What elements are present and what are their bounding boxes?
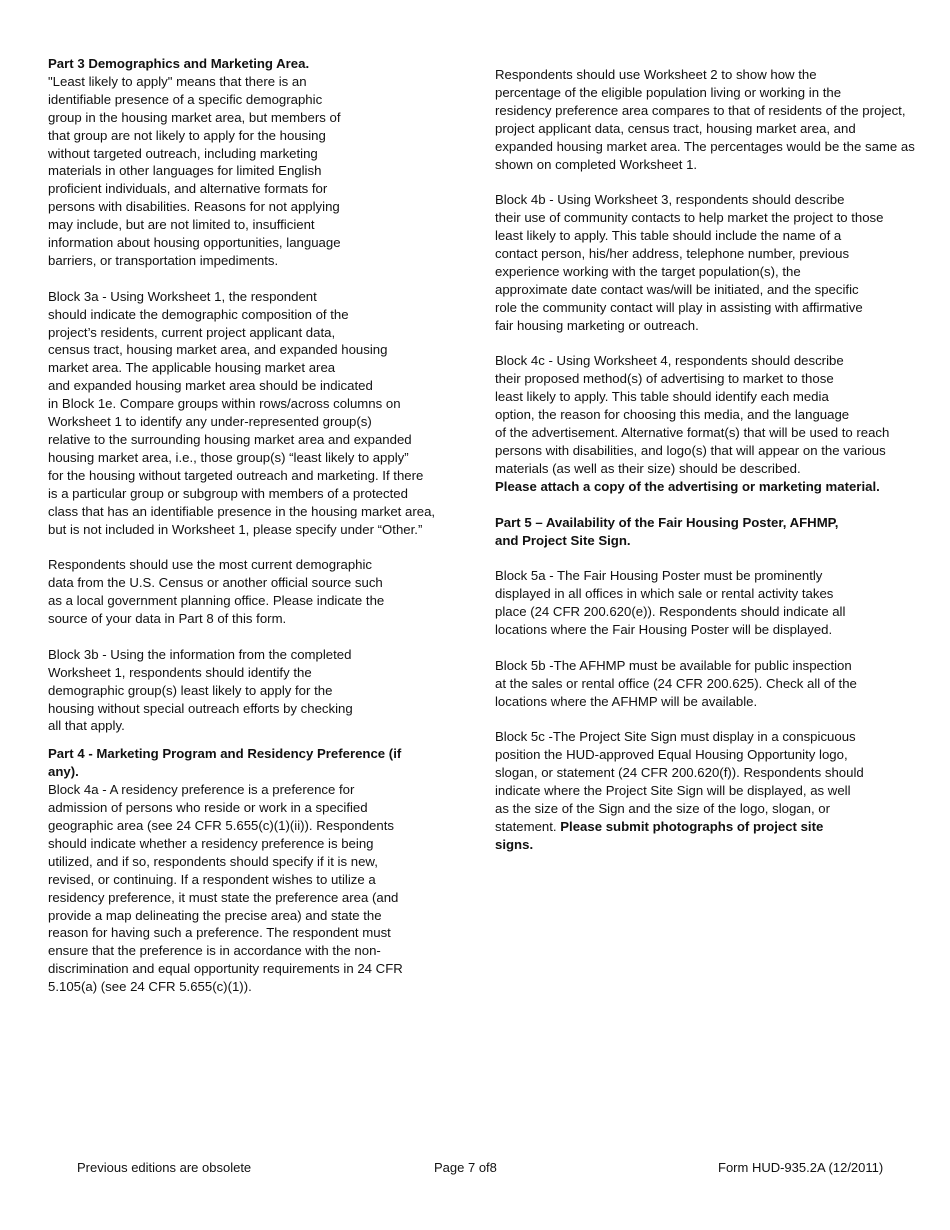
text-line: Part 5 – Availability of the Fair Housing Poster, AFHMP, — [495, 514, 839, 530]
right-column — [495, 66, 935, 854]
footer-page-number: Page 7 of8 — [434, 1160, 497, 1175]
text-line: reason for having such a preference. The respondent must — [48, 925, 391, 941]
text-line: group in the housing market area, but members of — [48, 109, 341, 125]
text-line: class that has an identifiable presence in the housing market area, — [48, 503, 436, 519]
text-line: indicate where the Project Site Sign will be displayed, as well — [495, 783, 851, 799]
text-line: contact person, his/her address, telephone number, previous — [495, 246, 850, 262]
text-line: of the advertisement. Alternative format(s) that will be used to reach — [495, 425, 890, 441]
block-3a — [48, 288, 453, 539]
text-line: utilized, and if so, respondents should specify if it is new, — [48, 853, 378, 869]
text-line: fair housing marketing or outreach. — [495, 317, 699, 333]
text-line: should indicate the demographic composition of the — [48, 306, 349, 322]
left-column — [48, 55, 453, 996]
text-line: ensure that the preference is in accordance with the non- — [48, 943, 381, 959]
text-line: admission of persons who reside or work in a specified — [48, 800, 368, 816]
photo-request-note-end: signs. — [495, 836, 534, 852]
block-3b — [48, 646, 453, 736]
text-line: barriers, or transportation impediments. — [48, 252, 279, 268]
text-line: discrimination and equal opportunity requirements in 24 CFR — [48, 961, 403, 977]
text-line: housing market area, i.e., those group(s) “least likely to apply” — [48, 449, 409, 465]
part4-title — [48, 745, 453, 781]
text-line: Block 4c - Using Worksheet 4, respondents should describe — [495, 353, 844, 369]
text-line: Block 5a - The Fair Housing Poster must be prominently — [495, 568, 823, 584]
text-line: may include, but are not limited to, insufficient — [48, 217, 315, 233]
text-line: housing without special outreach efforts by checking — [48, 700, 353, 716]
block-5c — [495, 728, 935, 853]
text-line: provide a map delineating the precise area) and state the — [48, 907, 382, 923]
photo-request-note: Please submit photographs of project site — [560, 818, 824, 834]
text-line: any). — [48, 764, 79, 780]
text-line: data from the U.S. Census or another official source such — [48, 575, 383, 591]
text-line: shown on completed Worksheet 1. — [495, 156, 698, 172]
block-4a — [48, 781, 453, 996]
text-line: source of your data in Part 8 of this form. — [48, 611, 287, 627]
text-line: Block 5c -The Project Site Sign must display in a conspicuous — [495, 729, 856, 745]
text-line: 5.105(a) (see 24 CFR 5.655(c)(1)). — [48, 979, 252, 995]
text-line: all that apply. — [48, 718, 125, 734]
text-line: relative to the surrounding housing market area and expanded — [48, 432, 412, 448]
text-line: Block 5b -The AFHMP must be available for public inspection — [495, 657, 852, 673]
text-line: as the size of the Sign and the size of the logo, slogan, or — [495, 801, 831, 817]
text-line: residency preference, it must state the preference area (and — [48, 889, 399, 905]
text-line: persons with disabilities. Reasons for not applying — [48, 199, 340, 215]
block-5a — [495, 567, 935, 639]
block-4c — [495, 352, 935, 495]
text-line: locations where the AFHMP will be available. — [495, 693, 758, 709]
text-line: approximate date contact was/will be initiated, and the specific — [495, 281, 859, 297]
text-line: option, the reason for choosing this media, and the language — [495, 407, 850, 423]
text-line: materials in other languages for limited English — [48, 163, 322, 179]
text-line: should indicate whether a residency preference is being — [48, 835, 374, 851]
block-5b — [495, 657, 935, 711]
text-line: percentage of the eligible population living or working in the — [495, 84, 842, 100]
footer-obsolete-note: Previous editions are obsolete — [77, 1160, 252, 1175]
census-paragraph — [48, 556, 453, 628]
text-line: census tract, housing market area, and expanded housing — [48, 342, 388, 358]
text-line: in Block 1e. Compare groups within rows/across columns on — [48, 396, 401, 412]
text-line: Part 4 - Marketing Program and Residency Preference (if — [48, 746, 402, 762]
text-line: position the HUD-approved Equal Housing Opportunity logo, — [495, 747, 848, 763]
text-line: revised, or continuing. If a respondent wishes to utilize a — [48, 871, 376, 887]
text-line: Respondents should use the most current demographic — [48, 557, 373, 573]
text-line: place (24 CFR 200.620(e)). Respondents should indicate all — [495, 604, 846, 620]
part5-title — [495, 514, 935, 550]
text-line: expanded housing market area. The percentages would be the same as — [495, 138, 915, 154]
text-line: Worksheet 1 to identify any under-represented group(s) — [48, 414, 372, 430]
text-line: without targeted outreach, including marketing — [48, 145, 318, 161]
text-line: at the sales or rental office (24 CFR 200.625). Check all of the — [495, 675, 857, 691]
text-line: role the community contact will play in assisting with affirmative — [495, 299, 863, 315]
text-line: Block 4b - Using Worksheet 3, respondents should describe — [495, 192, 845, 208]
text-line: market area. The applicable housing market area — [48, 360, 336, 376]
text-line: identifiable presence of a specific demographic — [48, 91, 323, 107]
text-fragment: statement. — [495, 818, 561, 834]
block-4b — [495, 191, 935, 334]
text-line: is a particular group or subgroup with members of a protected — [48, 485, 408, 501]
text-line: project’s residents, current project applicant data, — [48, 324, 336, 340]
text-line: proficient individuals, and alternative formats for — [48, 181, 328, 197]
text-line: for the housing without targeted outreach and marketing. If there — [48, 467, 424, 483]
attach-material-note: Please attach a copy of the advertising or marketing material. — [495, 478, 880, 494]
text-line: "Least likely to apply" means that there is an — [48, 73, 307, 89]
text-line: geographic area (see 24 CFR 5.655(c)(1)(ii)). Respondents — [48, 818, 394, 834]
text-line: and Project Site Sign. — [495, 532, 631, 548]
text-line — [495, 818, 935, 836]
text-line: least likely to apply. This table should include the name of a — [495, 228, 842, 244]
text-line: that group are not likely to apply for the housing — [48, 127, 326, 143]
text-line: Worksheet 1, respondents should identify the — [48, 664, 312, 680]
text-line: displayed in all offices in which sale or rental activity takes — [495, 586, 834, 602]
text-line: Respondents should use Worksheet 2 to show how the — [495, 67, 817, 82]
text-line: and expanded housing market area should be indicated — [48, 378, 373, 394]
text-line: materials (as well as their size) should be described. — [495, 460, 801, 476]
text-line: least likely to apply. This table should identify each media — [495, 389, 829, 405]
text-line: experience working with the target population(s), the — [495, 263, 801, 279]
text-line: locations where the Fair Housing Poster will be displayed. — [495, 622, 833, 638]
footer-form-id: Form HUD-935.2A (12/2011) — [718, 1160, 884, 1175]
text-line: but is not included in Worksheet 1, please specify under “Other.” — [48, 521, 423, 537]
text-line: Block 4a - A residency preference is a preference for — [48, 782, 355, 798]
text-line: persons with disabilities, and logo(s) that will appear on the various — [495, 443, 886, 458]
text-line: information about housing opportunities, language — [48, 235, 341, 251]
part3-title: Part 3 Demographics and Marketing Area. — [48, 56, 310, 71]
text-line: as a local government planning office. Please indicate the — [48, 593, 385, 609]
worksheet2-paragraph — [495, 66, 935, 173]
text-line: project applicant data, census tract, housing market area, and — [495, 120, 856, 136]
text-line: their use of community contacts to help market the project to those — [495, 210, 884, 226]
text-line: their proposed method(s) of advertising to market to those — [495, 371, 834, 387]
text-line: residency preference area compares to that of residents of the project, — [495, 102, 906, 118]
text-line: demographic group(s) least likely to apply for the — [48, 682, 333, 698]
text-line: Block 3b - Using the information from the completed — [48, 646, 352, 662]
text-line: slogan, or statement (24 CFR 200.620(f)). Respondents should — [495, 765, 864, 781]
part3-intro — [48, 73, 453, 270]
text-line: Block 3a - Using Worksheet 1, the respondent — [48, 288, 317, 304]
